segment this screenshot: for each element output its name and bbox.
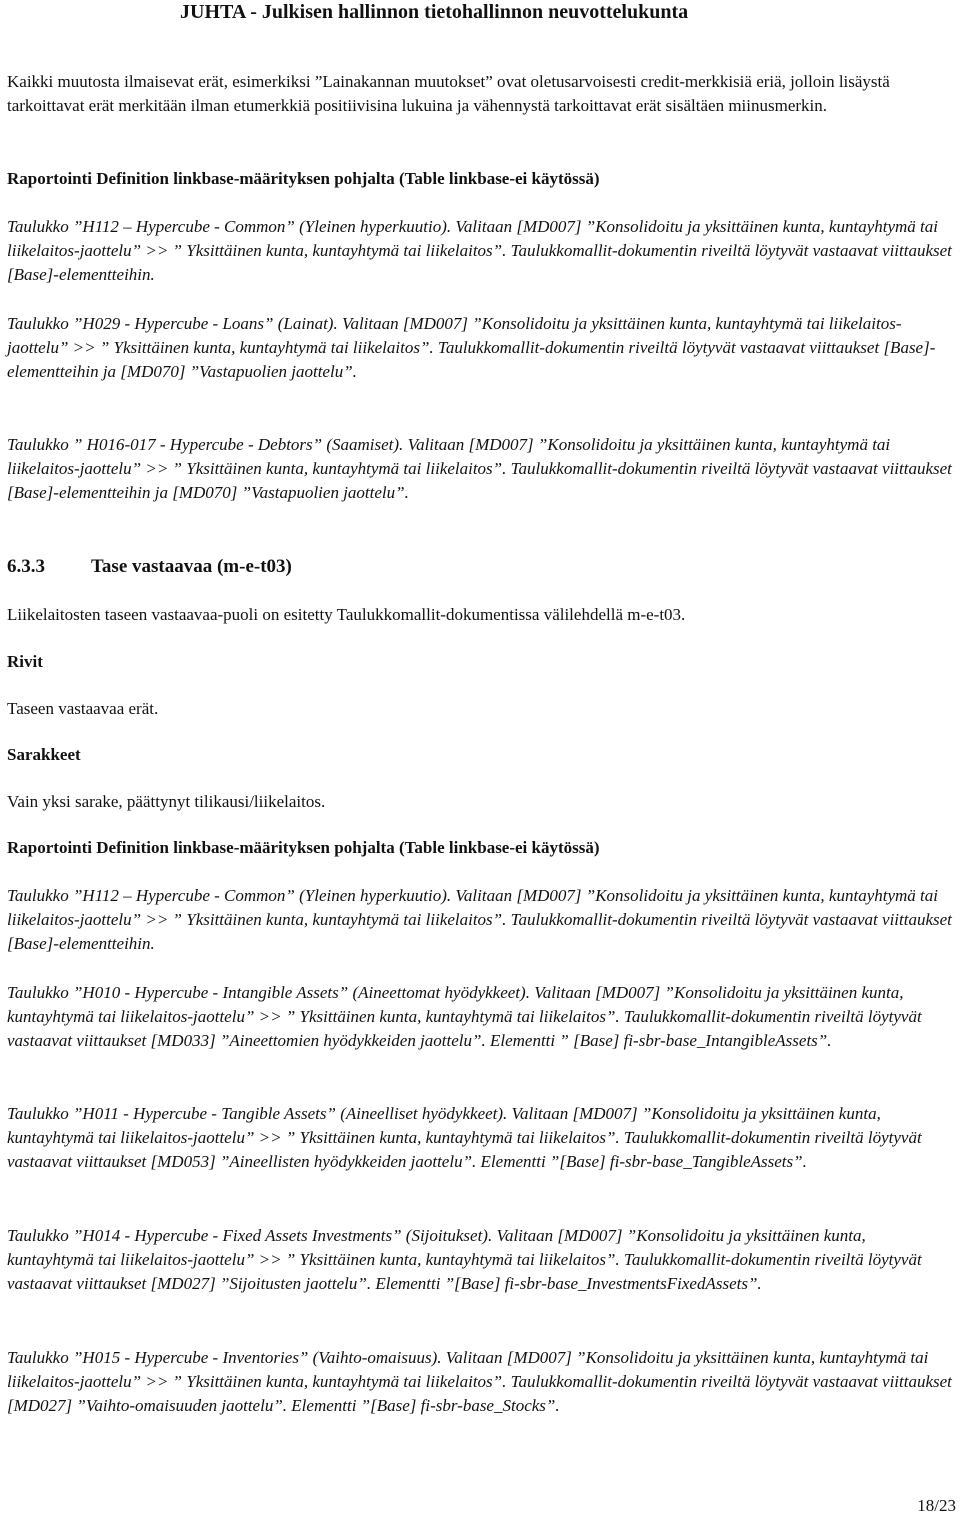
table-body: Valitaan [MD007] ”Konsolidoitu ja yksittäinen kunta, kuntayhtymä tai liikelaitos-jaottelu” >> ” Yksittäinen kunta, kuntayhtymä tai liikelaitos”. Taulukkomallit-dokumentin riveiltä löytyvät vastaavat viittaukset [MD027] ”Vaihto-omaisuuden jaottelu”. Elementti ”[Base] fi-sbr-base_Stocks”.: [7, 1348, 952, 1415]
table-body: Valitaan [MD007] ”Konsolidoitu ja yksittäinen kunta, kuntayhtymä tai liikelaitos-jaottelu” >> ” Yksittäinen kunta, kuntayhtymä tai liikelaitos”. Taulukkomallit-dokumentin riveiltä löytyvät vastaavat viittaukset [MD033] ”Aineettomien hyödykkeiden jaottelu”. Elementti ” [Base] fi-sbr-base_IntangibleAssets”.: [7, 983, 922, 1050]
section633-table-h014: [7, 1224, 955, 1296]
table-label: Taulukko ”H014 - Hypercube - Fixed Assets Investments” (Sijoitukset).: [7, 1226, 497, 1245]
rows-text: Taseen vastaavaa erät.: [7, 699, 159, 718]
table-label: Taulukko ”H011 - Hypercube - Tangible Assets” (Aineelliset hyödykkeet).: [7, 1104, 512, 1123]
columns-text: Vain yksi sarake, päättynyt tilikausi/liikelaitos.: [7, 792, 326, 811]
table-label: Taulukko ”H010 - Hypercube - Intangible Assets” (Aineettomat hyödykkeet).: [7, 983, 535, 1002]
table-label: Taulukko ”H112 – Hypercube - Common” (Yleinen hyperkuutio).: [7, 886, 456, 905]
section633-description: Liikelaitosten taseen vastaavaa-puoli on esitetty Taulukkomallit-dokumentissa välilehdellä m-e-t03.: [7, 605, 686, 624]
section1-heading: Raportointi Definition linkbase-määrityksen pohjalta (Table linkbase-ei käytössä): [7, 169, 600, 188]
page-header: JUHTA - Julkisen hallinnon tietohallinnon neuvottelukunta: [180, 1, 689, 23]
table-label: Taulukko ”H015 - Hypercube - Inventories” (Vaihto-omaisuus).: [7, 1348, 446, 1367]
columns-heading: Sarakkeet: [7, 745, 81, 764]
table-body: Valitaan [MD007] ”Konsolidoitu ja yksittäinen kunta, kuntayhtymä tai liikelaitos-jaottelu” >> ” Yksittäinen kunta, kuntayhtymä tai liikelaitos”. Taulukkomallit-dokumentin riveiltä löytyvät vastaavat viittaukset [Base]-elementteihin.: [7, 886, 952, 953]
table-body: Valitaan [MD007] ”Konsolidoitu ja yksittäinen kunta, kuntayhtymä tai liikelaitos-jaottelu” >> ” Yksittäinen kunta, kuntayhtymä tai liikelaitos”. Taulukkomallit-dokumentin riveiltä löytyvät vastaavat viittaukset [MD027] ”Sijoitusten jaottelu”. Elementti ”[Base] fi-sbr-base_InvestmentsFixedAssets”.: [7, 1226, 922, 1293]
intro-paragraph: Kaikki muutosta ilmaisevat erät, esimerkiksi ”Lainakannan muutokset” ovat oletusarvoisesti credit-merkkisiä eriä, jolloin lisäystä tarkoittavat erät merkitään ilman etumerkkiä positiivisina lukuina ja vähennystä tarkoittavat erät sisältäen miinusmerkin.: [7, 72, 890, 115]
page-number: 18/23: [917, 1496, 956, 1515]
table-label: Taulukko ” H016-017 - Hypercube - Debtors” (Saamiset).: [7, 435, 408, 454]
table-body: Valitaan [MD007] ”Konsolidoitu ja yksittäinen kunta, kuntayhtymä tai liikelaitos-jaottelu” >> ” Yksittäinen kunta, kuntayhtymä tai liikelaitos”. Taulukkomallit-dokumentin riveiltä löytyvät vastaavat viittaukset [MD053] ”Aineellisten hyödykkeiden jaottelu”. Elementti ”[Base] fi-sbr-base_TangibleAssets”.: [7, 1104, 922, 1171]
rows-heading: Rivit: [7, 652, 43, 671]
section-number: 6.3.3: [7, 556, 45, 577]
section633-report-heading: Raportointi Definition linkbase-määrityksen pohjalta (Table linkbase-ei käytössä): [7, 838, 600, 857]
section633-table-h010: [7, 981, 955, 1053]
section1-table-h029: [7, 312, 955, 384]
section633-table-h015: [7, 1346, 955, 1418]
section1-table-h016: [7, 433, 955, 505]
section-633-heading: [7, 554, 292, 580]
table-body: Valitaan [MD007] ”Konsolidoitu ja yksittäinen kunta, kuntayhtymä tai liikelaitos-jaottelu” >> ” Yksittäinen kunta, kuntayhtymä tai liikelaitos”. Taulukkomallit-dokumentin riveiltä löytyvät vastaavat viittaukset [Base]-elementteihin.: [7, 217, 952, 284]
table-body: Valitaan [MD007] ”Konsolidoitu ja yksittäinen kunta, kuntayhtymä tai liikelaitos-jaottelu” >> ” Yksittäinen kunta, kuntayhtymä tai liikelaitos”. Taulukkomallit-dokumentin riveiltä löytyvät vastaavat viittaukset [Base]-elementteihin ja [MD070] ”Vastapuolien jaottelu”.: [7, 435, 952, 502]
section-title: Tase vastaavaa (m-e-t03): [91, 556, 292, 577]
section633-table-h112: [7, 884, 955, 956]
table-body: Valitaan [MD007] ”Konsolidoitu ja yksittäinen kunta, kuntayhtymä tai liikelaitos-jaottelu” >> ” Yksittäinen kunta, kuntayhtymä tai liikelaitos”. Taulukkomallit-dokumentin riveiltä löytyvät vastaavat viittaukset [Base]-elementteihin ja [MD070] ”Vastapuolien jaottelu”.: [7, 314, 936, 381]
table-label: Taulukko ”H112 – Hypercube - Common” (Yleinen hyperkuutio).: [7, 217, 456, 236]
table-label: Taulukko ”H029 - Hypercube - Loans” (Lainat).: [7, 314, 342, 333]
section633-table-h011: [7, 1102, 955, 1174]
section1-table-h112: [7, 215, 955, 287]
